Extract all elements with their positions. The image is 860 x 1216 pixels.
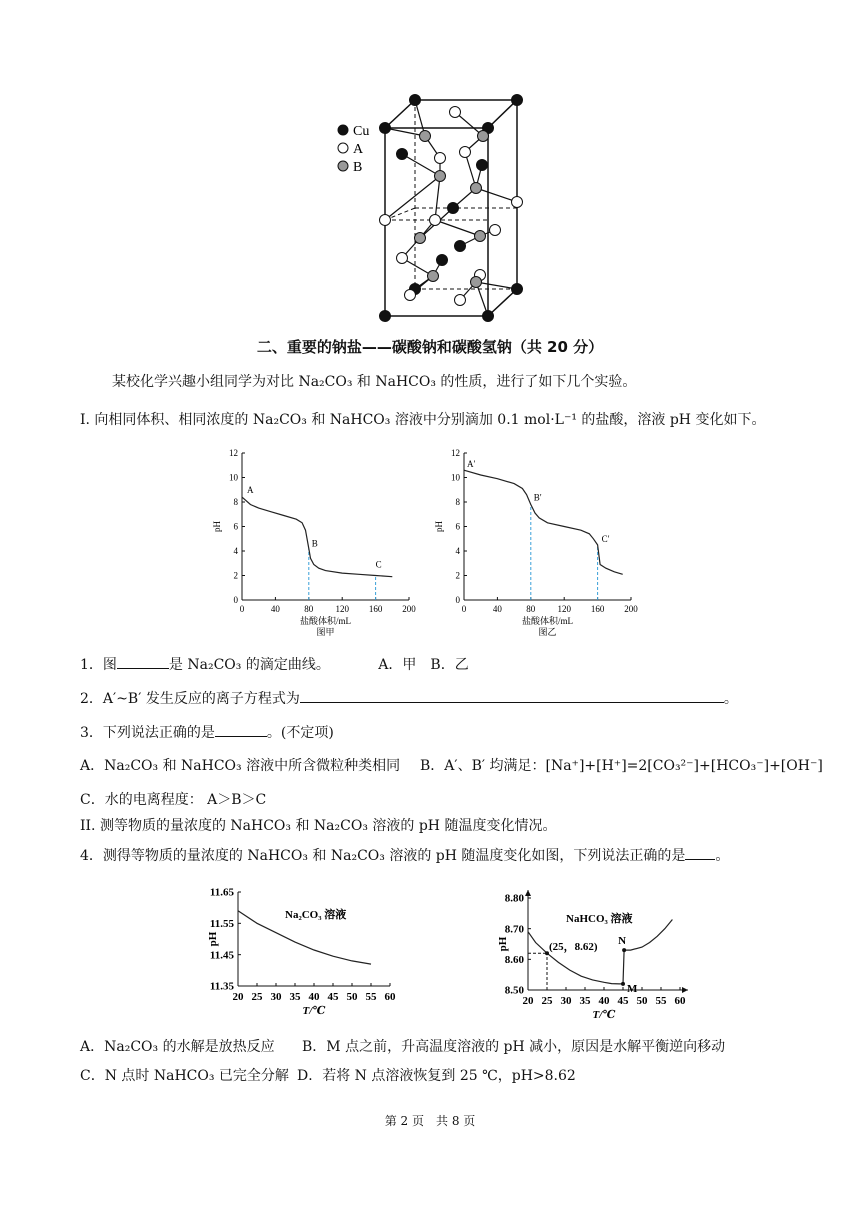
legend-marker-1 <box>338 143 348 153</box>
crystal-bond-0 <box>385 128 425 136</box>
section-title: 二、重要的钠盐——碳酸钠和碳酸氢钠（共 20 分） <box>256 338 604 356</box>
y-tick-label: 11.45 <box>209 949 234 962</box>
x-tick-label: 25 <box>251 991 263 1003</box>
cu-atom <box>455 241 466 252</box>
point-label: B′ <box>533 492 542 503</box>
y-tick-label: 11.55 <box>209 918 234 930</box>
cu-atom <box>397 149 408 160</box>
x-tick-label: 50 <box>636 995 648 1007</box>
x-tick-label: 60 <box>384 991 396 1003</box>
q2-prefix: 2．A′~B′ 发生反应的离子方程式为 <box>80 691 300 707</box>
x-tick-label: 160 <box>368 604 383 614</box>
y-tick-label: 12 <box>451 448 460 458</box>
intro-text: 某校化学兴趣小组同学为对比 Na₂CO₃ 和 NaHCO₃ 的性质，进行了如下几个实验。 <box>112 374 637 390</box>
legend-label-1: A <box>353 142 364 157</box>
y-tick-label: 8.50 <box>504 984 524 997</box>
x-axis-label: 盐酸体积/mL <box>522 616 573 626</box>
x-tick-label: 25 <box>541 995 553 1007</box>
b-atom <box>415 233 426 244</box>
b-atom <box>475 231 486 242</box>
b-atom <box>478 131 489 142</box>
y-tick-label: 2 <box>233 570 238 581</box>
crystal-bond-13 <box>476 188 517 202</box>
a-atom <box>450 107 461 118</box>
legend-label-0: Cu <box>353 124 370 139</box>
x-tick-label: 40 <box>308 991 320 1003</box>
y-tick-label: 10 <box>229 472 238 483</box>
series-line-1 <box>623 920 672 984</box>
b-atom <box>420 131 431 142</box>
y-axis-label: pH <box>212 521 222 532</box>
page-footer: 第 2 页 共 8 页 <box>384 1114 476 1128</box>
x-tick-label: 35 <box>289 991 301 1003</box>
legend-label-2: B <box>353 160 363 175</box>
y-tick-label: 12 <box>229 448 238 458</box>
cu-atom <box>483 311 494 322</box>
point-label: (25，8.62) <box>549 941 598 954</box>
x-axis-label: 盐酸体积/mL <box>300 616 351 626</box>
point-label: M <box>627 982 638 995</box>
x-tick-label: 35 <box>579 995 591 1007</box>
question-1 <box>80 654 469 675</box>
y-axis-arrow <box>525 890 531 896</box>
x-tick-label: 200 <box>402 604 416 614</box>
x-tick-label: 20 <box>522 995 534 1007</box>
q1-options: A．甲 B．乙 <box>378 657 469 673</box>
titration-chart-yi <box>432 445 657 645</box>
series-line-0 <box>464 470 623 574</box>
q4-option-d: D．若将 N 点溶液恢复到 25 ℃，pH>8.62 <box>297 1068 576 1084</box>
q3-suffix: 。(不定项) <box>266 725 334 741</box>
a-atom <box>397 253 408 264</box>
na2co3-temperature-chart <box>180 878 420 1028</box>
x-tick-label: 80 <box>526 604 536 614</box>
x-tick-label: 200 <box>624 604 638 614</box>
a-atom <box>512 197 523 208</box>
q4-end: 。 <box>715 848 730 864</box>
cu-atom <box>477 160 488 171</box>
x-tick-label: 30 <box>560 995 572 1007</box>
point-label: C′ <box>601 533 610 544</box>
a-atom <box>405 290 416 301</box>
x-tick-label: 45 <box>327 991 339 1003</box>
b-atom <box>428 271 439 282</box>
question-2 <box>80 688 738 709</box>
q4-option-a: A．Na₂CO₃ 的水解是放热反应 <box>80 1039 275 1055</box>
a-atom <box>460 147 471 158</box>
x-tick-label: 0 <box>239 604 245 614</box>
x-axis-label: T/℃ <box>592 1009 616 1021</box>
x-tick-label: 160 <box>590 604 605 614</box>
y-axis-label: pH <box>207 931 219 947</box>
crystal-bond-19 <box>435 220 480 236</box>
cu-atom <box>437 255 448 266</box>
crystal-bond-27 <box>476 282 517 289</box>
q1-answer-blank[interactable] <box>117 654 169 669</box>
y-tick-label: 11.65 <box>209 886 234 899</box>
b-atom <box>435 171 446 182</box>
x-tick-label: 20 <box>232 991 244 1003</box>
y-axis-label: pH <box>434 521 444 532</box>
y-tick-label: 6 <box>455 521 460 532</box>
chart-caption: 图甲 <box>316 627 335 637</box>
x-tick-label: 40 <box>492 604 502 614</box>
crystal-structure-figure <box>330 90 530 322</box>
y-tick-label: 10 <box>451 472 460 483</box>
x-tick-label: 0 <box>461 604 467 614</box>
y-tick-label: 0 <box>455 595 460 605</box>
point-label: A′ <box>467 459 476 470</box>
q3-prefix: 3．下列说法正确的是 <box>80 725 215 741</box>
point-label: B <box>311 538 318 549</box>
series-line-0 <box>528 932 623 984</box>
a-atom <box>435 153 446 164</box>
y-tick-label: 11.35 <box>209 980 234 993</box>
a-atom <box>455 295 466 306</box>
y-tick-label: 0 <box>233 595 238 605</box>
q4-option-c: C．N 点时 NaHCO₃ 已完全分解 <box>80 1068 289 1084</box>
x-tick-label: 45 <box>617 995 629 1007</box>
q4-prefix: 4．测得等物质的量浓度的 NaHCO₃ 和 Na₂CO₃ 溶液的 pH 随温度变化如图，下列说法正确的是 <box>80 848 686 864</box>
part2-text: II. 测等物质的量浓度的 NaHCO₃ 和 Na₂CO₃ 溶液的 pH 随温度变化情况。 <box>80 818 557 834</box>
x-tick-label: 40 <box>598 995 610 1007</box>
y-tick-label: 6 <box>233 521 238 532</box>
y-tick-label: 8.70 <box>504 923 524 936</box>
x-axis-arrow <box>682 987 688 993</box>
x-tick-label: 60 <box>674 995 686 1007</box>
b-atom <box>471 277 482 288</box>
crystal-bond-8 <box>385 176 440 220</box>
crystal-edge-5 <box>488 100 517 128</box>
a-atom <box>380 215 391 226</box>
data-point <box>621 982 625 986</box>
y-tick-label: 8.60 <box>504 954 524 966</box>
q2-end: 。 <box>723 691 738 707</box>
y-tick-label: 4 <box>455 546 460 556</box>
cu-atom <box>512 95 523 106</box>
question-4 <box>80 845 729 866</box>
crystal-bond-9 <box>435 176 440 220</box>
cu-atom <box>410 95 421 106</box>
cu-atom <box>380 123 391 134</box>
q4-option-b: B．M 点之前，升高温度溶液的 pH 减小，原因是水解平衡逆向移动 <box>302 1039 726 1055</box>
point-label: C <box>375 559 382 570</box>
x-tick-label: 120 <box>557 604 571 614</box>
q3-option-a: A．Na₂CO₃ 和 NaHCO₃ 溶液中所含微粒种类相同 <box>80 758 401 774</box>
chart-caption: 图乙 <box>538 627 557 637</box>
legend-marker-0 <box>338 125 348 135</box>
a-atom <box>490 225 501 236</box>
part1-text: I. 向相同体积、相同浓度的 Na₂CO₃ 和 NaHCO₃ 溶液中分别滴加 0.1 mol·L⁻¹ 的盐酸，溶液 pH 变化如下。 <box>80 412 766 428</box>
y-tick-label: 8 <box>455 497 460 507</box>
q3-option-c: C．水的电离程度： A＞B＞C <box>80 792 267 808</box>
nahco3-temperature-chart <box>470 878 710 1028</box>
x-tick-label: 120 <box>335 604 349 614</box>
q2-answer-blank[interactable] <box>300 688 724 703</box>
chart-annotation: Na₂CO₃ 溶液 <box>285 909 347 921</box>
q1-prefix: 1．图 <box>80 657 117 673</box>
y-axis-label: pH <box>497 936 509 952</box>
titration-chart-jia <box>210 445 435 645</box>
y-tick-label: 8.80 <box>504 892 524 905</box>
x-tick-label: 80 <box>304 604 314 614</box>
q4-answer-blank[interactable] <box>685 845 715 860</box>
crystal-edge-4 <box>385 100 415 128</box>
q1-suffix: 是 Na₂CO₃ 的滴定曲线。 <box>168 657 330 673</box>
point-label: N <box>618 935 627 948</box>
x-axis-label: T/℃ <box>302 1005 326 1017</box>
x-tick-label: 55 <box>365 991 377 1003</box>
y-tick-label: 8 <box>233 497 238 507</box>
x-tick-label: 50 <box>346 991 358 1003</box>
chart-annotation: NaHCO₃ 溶液 <box>566 913 633 925</box>
q3-answer-blank[interactable] <box>215 722 267 737</box>
a-atom <box>430 215 441 226</box>
x-tick-label: 40 <box>270 604 280 614</box>
y-tick-label: 2 <box>455 570 460 581</box>
series-line-0 <box>242 497 392 577</box>
y-tick-label: 4 <box>233 546 238 556</box>
point-label: A <box>247 485 254 496</box>
cu-atom <box>448 203 459 214</box>
legend-marker-2 <box>338 161 348 171</box>
cu-atom <box>512 284 523 295</box>
x-tick-label: 55 <box>655 995 667 1007</box>
b-atom <box>471 183 482 194</box>
cu-atom <box>380 311 391 322</box>
q3-option-b: B．A′、B′ 均满足：[Na⁺]+[H⁺]=2[CO₃²⁻]+[HCO₃⁻]+[OH⁻] <box>420 758 823 774</box>
data-point <box>622 948 626 952</box>
x-tick-label: 30 <box>270 991 282 1003</box>
question-3 <box>80 722 334 743</box>
